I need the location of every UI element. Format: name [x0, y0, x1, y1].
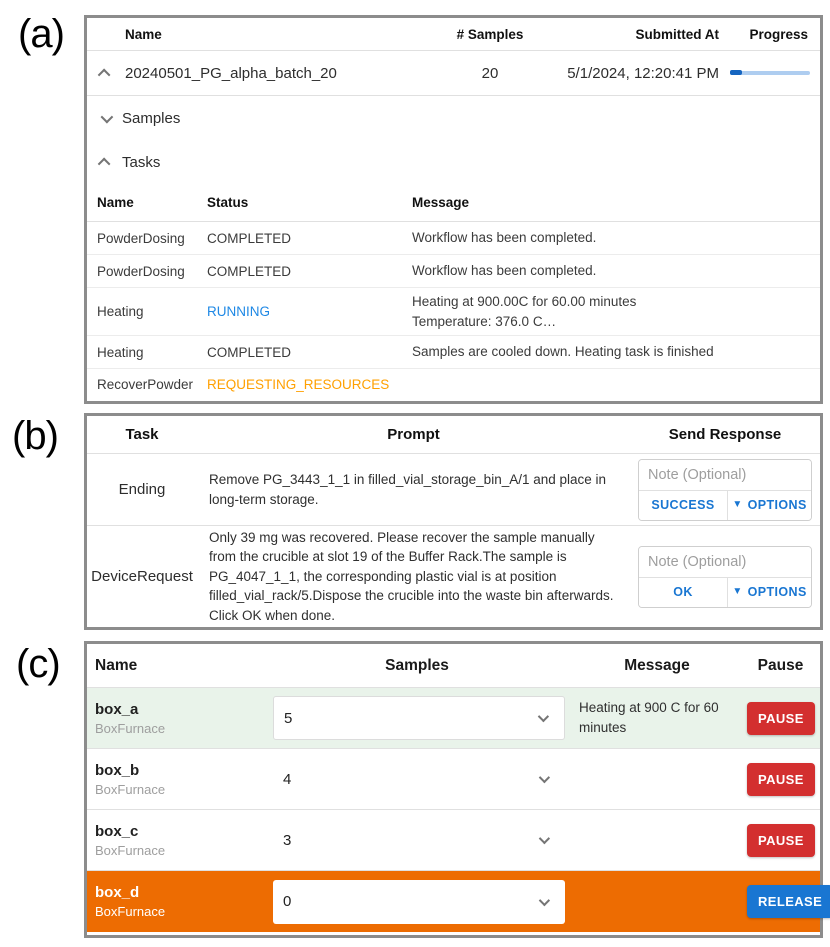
device-message: Heating at 900 C for 60 minutes: [579, 699, 719, 735]
task-status: COMPLETED: [207, 230, 292, 246]
device-table-panel: [84, 641, 823, 938]
prompt-task-name: Ending: [118, 481, 166, 498]
response-buttons: [639, 490, 811, 520]
header-name: Name: [125, 26, 162, 42]
task-status: COMPLETED: [207, 344, 292, 360]
tasks-table-header: [87, 184, 820, 222]
device-action-cell: [747, 824, 823, 857]
pause-button[interactable]: PAUSE: [747, 763, 815, 796]
task-status: REQUESTING_RESOURCES: [207, 376, 390, 392]
options-label: OPTIONS: [747, 498, 807, 512]
task-row: [87, 288, 820, 336]
experiment-table-panel: [84, 15, 823, 404]
task-name: PowderDosing: [97, 263, 185, 279]
chevron-down-icon: [539, 833, 550, 844]
task-row: [87, 222, 820, 255]
device-row-box-d: [87, 871, 823, 932]
samples-select[interactable]: [273, 757, 565, 801]
success-button[interactable]: SUCCESS: [639, 491, 727, 520]
task-message: Workflow has been completed.: [412, 263, 597, 279]
device-action-cell: [747, 702, 823, 735]
experiment-submitted-at: 5/1/2024, 12:20:41 PM: [567, 64, 719, 82]
tasks-header-status: Status: [207, 195, 249, 210]
chevron-down-icon: [539, 894, 550, 905]
device-type: BoxFurnace: [95, 904, 166, 919]
task-name: PowderDosing: [97, 230, 185, 246]
tasks-section-label: Tasks: [122, 153, 161, 171]
experiment-progress-cell: [725, 71, 820, 75]
samples-select[interactable]: [273, 818, 565, 862]
task-row: [87, 369, 820, 399]
header-progress: Progress: [749, 26, 808, 42]
pause-button[interactable]: PAUSE: [747, 702, 815, 735]
options-dropdown-button[interactable]: [727, 491, 811, 520]
task-row: [87, 336, 820, 369]
chevron-down-icon: [101, 110, 114, 123]
collapse-row-control[interactable]: [87, 65, 123, 82]
samples-select-cell: [267, 757, 567, 801]
experiment-num-samples: 20: [481, 64, 499, 82]
panel-c-label: (c): [16, 642, 60, 686]
header-device-samples: Samples: [385, 656, 449, 674]
device-type: BoxFurnace: [95, 781, 166, 797]
samples-select-value: 0: [283, 893, 292, 910]
header-device-name: Name: [95, 656, 138, 674]
experiment-table-header: [87, 18, 820, 51]
device-name: box_b: [95, 761, 140, 779]
prompt-response-panel: [84, 413, 823, 630]
device-type: BoxFurnace: [95, 720, 166, 736]
experiment-row[interactable]: [87, 51, 820, 96]
prompt-task-name: DeviceRequest: [91, 568, 193, 585]
task-message: [412, 292, 820, 331]
task-status: COMPLETED: [207, 263, 292, 279]
device-name-cell: [87, 701, 267, 736]
samples-select-value: 4: [283, 770, 292, 788]
tasks-header-name: Name: [97, 195, 134, 210]
progress-bar: [730, 71, 810, 75]
device-row-box-b: [87, 749, 820, 810]
task-message: Workflow has been completed.: [412, 230, 597, 246]
header-num-samples: # Samples: [456, 26, 524, 42]
samples-select-cell: [267, 818, 567, 862]
samples-select[interactable]: [273, 880, 565, 924]
prompt-row: [87, 454, 820, 526]
task-name: Heating: [97, 344, 144, 360]
prompt-row: [87, 526, 820, 627]
experiment-name: 20240501_PG_alpha_batch_20: [125, 64, 337, 82]
samples-section-label: Samples: [122, 109, 181, 127]
device-name: box_a: [95, 700, 139, 718]
samples-section-toggle[interactable]: [87, 96, 820, 140]
ok-button[interactable]: OK: [639, 578, 727, 607]
device-type: BoxFurnace: [95, 842, 166, 858]
release-button[interactable]: RELEASE: [747, 885, 830, 918]
header-prompt: Prompt: [387, 426, 440, 443]
chevron-down-icon: [538, 711, 549, 722]
task-message: Samples are cooled down. Heating task is finished: [412, 344, 714, 360]
header-send-response: Send Response: [668, 426, 782, 443]
task-status: RUNNING: [207, 304, 270, 319]
chevron-up-icon: [98, 157, 111, 170]
tasks-header-message: Message: [412, 195, 470, 210]
task-name: Heating: [97, 304, 144, 319]
device-action-cell: [747, 885, 830, 918]
response-cell: [630, 546, 820, 608]
chevron-up-icon: [97, 68, 110, 81]
options-dropdown-button[interactable]: [727, 578, 811, 607]
tasks-section-toggle[interactable]: [87, 140, 820, 184]
header-task: Task: [125, 426, 159, 443]
note-input[interactable]: [639, 547, 811, 577]
device-name-cell: [87, 762, 267, 797]
task-row: [87, 255, 820, 288]
device-name: box_d: [95, 884, 140, 901]
response-buttons: [639, 577, 811, 607]
header-submitted-at: Submitted At: [635, 26, 719, 42]
task-message-line1: Heating at 900.00C for 60.00 minutes: [412, 293, 637, 309]
response-cell: [630, 459, 820, 521]
chevron-down-icon: [539, 772, 550, 783]
header-device-pause: Pause: [757, 656, 804, 674]
note-input[interactable]: [639, 460, 811, 490]
pause-button[interactable]: PAUSE: [747, 824, 815, 857]
samples-select[interactable]: [273, 696, 565, 740]
samples-select-cell: [267, 696, 567, 740]
dropdown-arrow-icon: ▼: [732, 586, 743, 597]
progress-bar-fill: [730, 70, 742, 75]
device-row-box-a: [87, 688, 820, 749]
response-widget: [638, 459, 812, 521]
prompt-text: Only 39 mg was recovered. Please recover the sample manually from the crucible at slot 19 of the Buffer Rack.The sample is PG_4047_1_1, the corresponding plastic vial is at position filled_vial_rack/5.Dispose the crucible into the waste bin afterwards. Click OK when done.: [209, 529, 614, 623]
panel-a-label: (a): [18, 12, 64, 56]
samples-select-cell: [267, 880, 567, 924]
options-label: OPTIONS: [747, 585, 807, 599]
samples-select-value: 5: [284, 709, 293, 727]
device-action-cell: [747, 763, 823, 796]
samples-select-value: 3: [283, 831, 292, 849]
device-table-header: [87, 644, 820, 688]
device-name: box_c: [95, 822, 139, 840]
device-row-box-c: [87, 810, 820, 871]
device-name-cell: [87, 884, 267, 919]
header-device-message: Message: [624, 656, 690, 674]
task-message-line2: Temperature: 376.0 C…: [412, 313, 557, 329]
task-name: RecoverPowder: [97, 376, 194, 392]
response-widget: [638, 546, 812, 608]
panel-b-label: (b): [12, 414, 58, 458]
device-name-cell: [87, 823, 267, 858]
prompt-text: Remove PG_3443_1_1 in filled_vial_storage_bin_A/1 and place in long-term storage.: [209, 471, 607, 507]
prompt-table-header: [87, 416, 820, 454]
dropdown-arrow-icon: ▼: [732, 499, 743, 510]
